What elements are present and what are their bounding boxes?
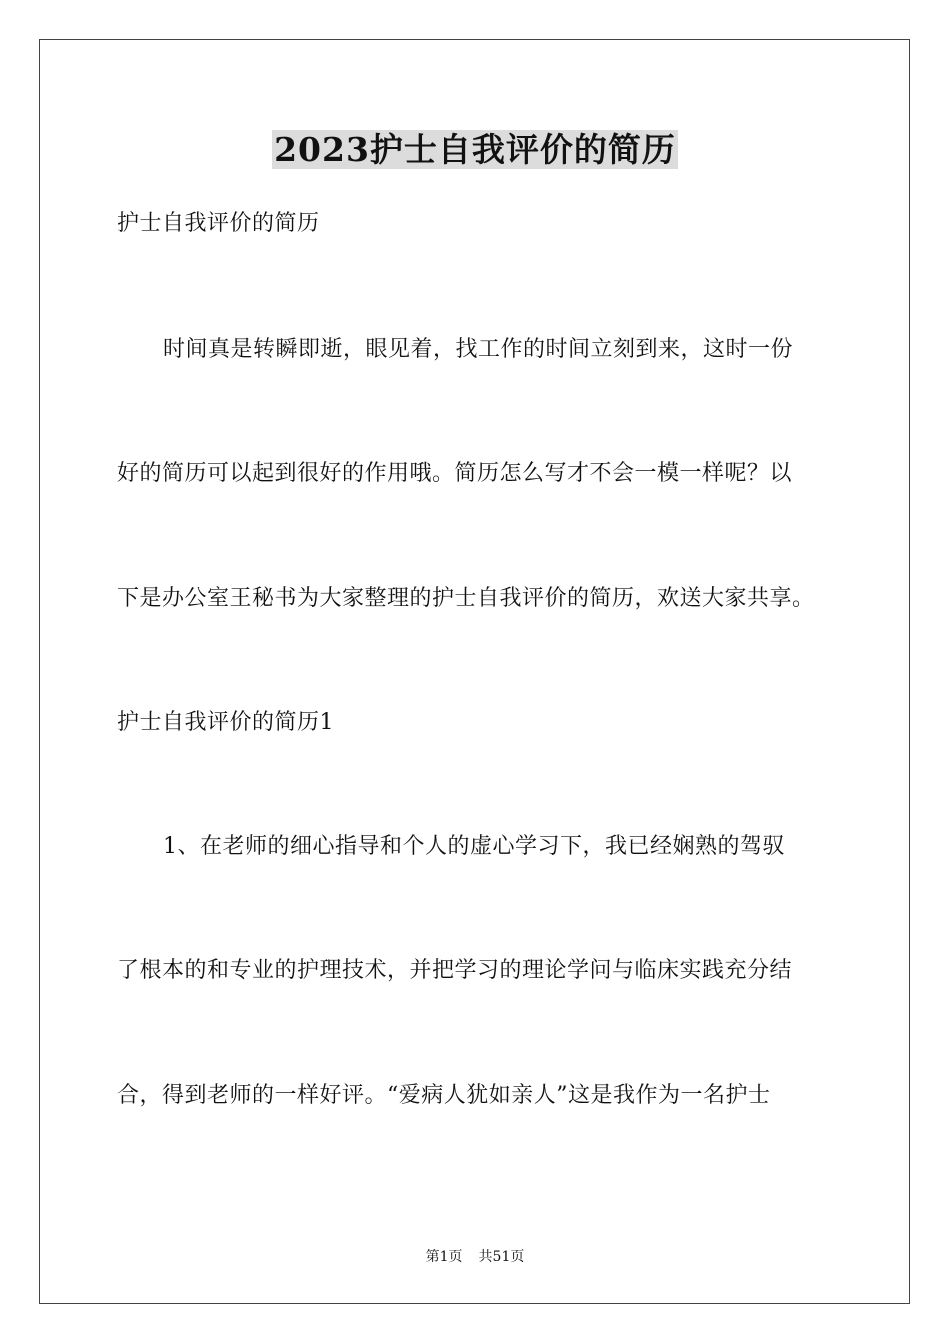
page-number: 第1页: [425, 1249, 463, 1265]
paragraph-line: 了根本的和专业的护理技术，并把学习的理论学问与临床实践充分结: [117, 958, 793, 983]
paragraph-line: 下是办公室王秘书为大家整理的护士自我评价的简历，欢送大家共享。: [117, 586, 815, 611]
document-title-text: 2023护士自我评价的简历: [274, 130, 676, 169]
page-footer: [0, 1248, 950, 1266]
page-total: 共51页: [478, 1249, 525, 1265]
paragraph-line: 好的简历可以起到很好的作用哦。简历怎么写才不会一模一样呢？以: [117, 461, 793, 486]
paragraph-line: 合，得到老师的一样好评。“爱病人犹如亲人”这是我作为一名护士: [117, 1083, 771, 1108]
paragraph-line: 时间真是转瞬即逝，眼见着，找工作的时间立刻到来，这时一份: [163, 337, 794, 362]
section-heading: 护士自我评价的简历1: [117, 710, 334, 735]
subtitle-line: 护士自我评价的简历: [117, 211, 320, 236]
paragraph-line: 1、在老师的细心指导和个人的虚心学习下，我已经娴熟的驾驭: [163, 834, 785, 859]
document-title: [0, 128, 950, 172]
